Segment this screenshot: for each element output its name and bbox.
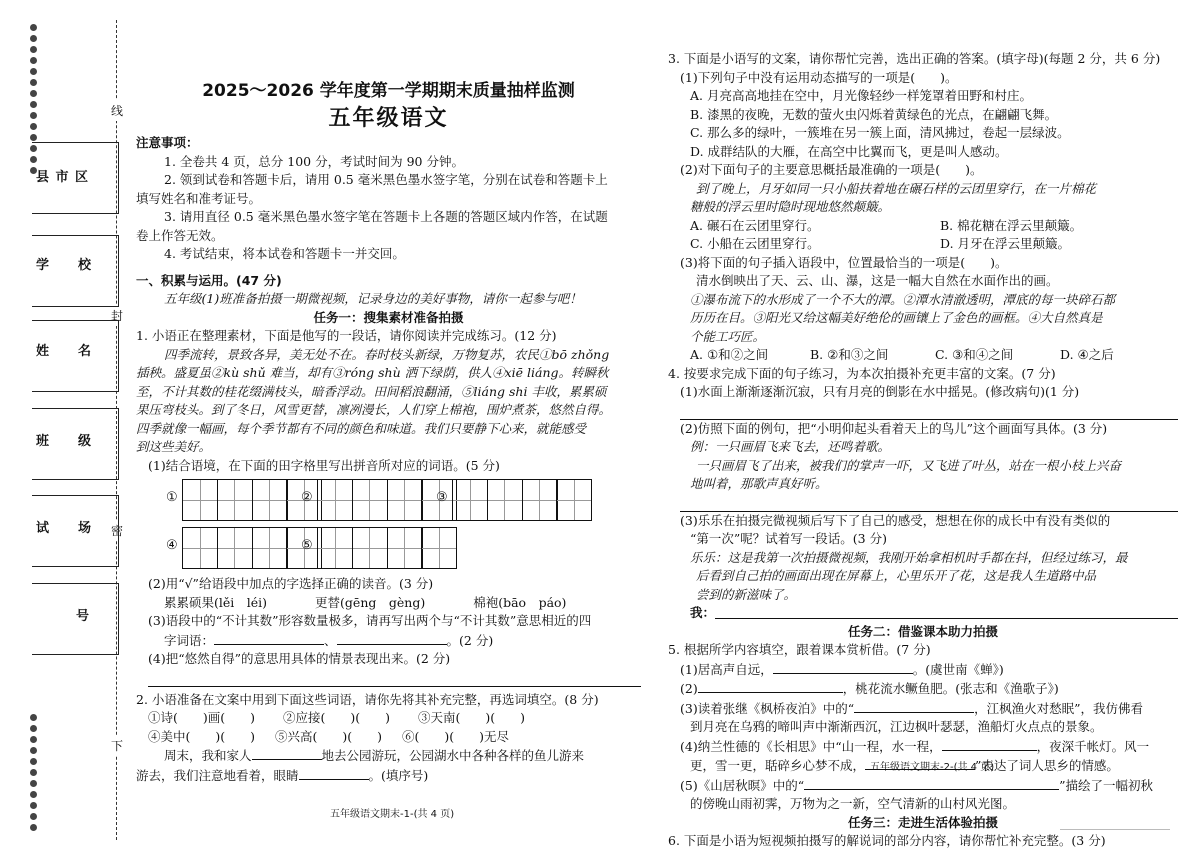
quote-line: 历历在目。③阳光又给这幅美好绝伦的画镶上了金色的画框。④大自然真是 bbox=[690, 310, 1103, 325]
answer-blank[interactable] bbox=[942, 737, 1037, 751]
fill-text: 周末，我和家人 bbox=[164, 748, 252, 763]
tianzige-cell[interactable] bbox=[522, 479, 558, 521]
grid-label: ① bbox=[166, 490, 178, 505]
lele-line: 后看到自己拍的画面出现在屏幕上，心里乐开了花，这是我人生道路中品 bbox=[696, 568, 1097, 583]
note-item: 卷上作答无效。 bbox=[136, 227, 224, 243]
answer-blank[interactable] bbox=[252, 746, 322, 760]
exam-title: 2025～2026 学年度第一学期期末质量抽样监测 bbox=[202, 81, 575, 101]
part1-intro: 五年级(1)班准备拍摄一期微视频，记录身边的美好事物，请你一起参与吧！ bbox=[164, 291, 582, 306]
tianzige-cell[interactable] bbox=[452, 479, 488, 521]
name-label: 姓 名 bbox=[36, 344, 93, 359]
answer-blank[interactable] bbox=[299, 766, 369, 780]
note-item: 1. 全卷共 4 页，总分 100 分，考试时间为 90 分钟。 bbox=[164, 153, 464, 169]
choice-row bbox=[668, 346, 1178, 365]
fill-sentence-1 bbox=[136, 746, 641, 766]
tianzige-cell[interactable] bbox=[421, 527, 457, 569]
choice-row bbox=[668, 217, 1178, 236]
passage-line: 至，不计其数的桂花缀满枝头，暗香浮动。田间稻浪翻涌，⑤liáng shi 丰收，累累硕 bbox=[136, 383, 607, 399]
quote-line: ①瀑布流下的水形成了一个不大的潭。②潭水清澈透明，潭底的每一块碎石都 bbox=[690, 291, 1116, 307]
fill-text: (3)读着张继《枫桥夜泊》中的“ bbox=[680, 700, 855, 716]
tianzige-cell[interactable] bbox=[352, 479, 388, 521]
grid-label: ③ bbox=[436, 490, 448, 505]
scan-artifact bbox=[1060, 829, 1170, 830]
passage-line: 果压弯枝头。到了冬日，风雪更替，凛冽漫长，人们穿上棉袍，围炉煮茶，悠然自得。 bbox=[136, 402, 612, 417]
answer-line[interactable] bbox=[148, 669, 641, 687]
question-3-1: (1)下列句子中没有运用动态描写的一项是( )。 bbox=[680, 69, 958, 85]
insert-sentence: 清水倒映出了天、云、山、瀑，这是一幅大自然在水面作出的画。 bbox=[696, 273, 1059, 288]
question-5-5 bbox=[668, 776, 1178, 796]
note-item: 填写姓名和准考证号。 bbox=[136, 190, 262, 206]
choice-option[interactable]: D. 月牙在浮云里颠簸。 bbox=[940, 236, 1071, 251]
idiom-item[interactable]: ③天南( )( ) bbox=[418, 710, 526, 725]
example-line: 例：一只画眉飞来飞去，还鸣着歌。 bbox=[690, 439, 891, 454]
tianzige-cell[interactable] bbox=[556, 479, 592, 521]
quote-line: 个能工巧匠。 bbox=[690, 328, 766, 344]
question-1-3-score: 。(2 分) bbox=[446, 632, 494, 648]
lele-line: 尝到的新滋味了。 bbox=[696, 586, 797, 602]
tianzige-cell[interactable] bbox=[182, 527, 218, 569]
choice-option[interactable]: B. 漆黑的夜晚，无数的萤火虫闪烁着黄绿色的光点，在翩翩飞舞。 bbox=[690, 106, 1058, 122]
school-label: 学 校 bbox=[36, 258, 93, 273]
fill-text: 更，雪一更，聒碎乡心梦不成， bbox=[690, 758, 866, 773]
answer-blank[interactable] bbox=[698, 679, 843, 693]
answer-blank[interactable] bbox=[773, 660, 913, 674]
fill-text: (1)居高声自远， bbox=[680, 661, 773, 677]
answer-line[interactable] bbox=[715, 604, 1178, 619]
fill-text: (5)《山居秋暝》中的“ bbox=[680, 777, 805, 793]
answer-blank[interactable] bbox=[214, 631, 324, 645]
idiom-item[interactable]: ②应接( )( ) bbox=[283, 710, 391, 725]
my-answer-label: 我： bbox=[690, 605, 716, 620]
question-3-2: (2)对下面句子的主要意思概括最准确的一项是( )。 bbox=[680, 162, 983, 177]
tianzige-cell[interactable] bbox=[387, 479, 423, 521]
passage-line: 四季就像一幅画，每个季节都有不同的颜色和味道。我们只要静下心来，就能感受 bbox=[136, 420, 587, 436]
idiom-item[interactable]: ⑥( )( )无尽 bbox=[402, 728, 510, 744]
exam-subject: 五年级语文 bbox=[328, 106, 449, 131]
fill-sentence-2 bbox=[136, 766, 641, 786]
question-5-3-cont: 到月亮在乌鸦的啼叫声中渐渐西沉，江边枫叶瑟瑟，渔船灯火点点的景象。 bbox=[690, 719, 1103, 734]
tianzige-cell[interactable] bbox=[252, 479, 288, 521]
tianzige-row-1 bbox=[136, 479, 641, 523]
example-line: 一只画眉飞了出来，被我们的掌声一吓，又飞进了叶丛，站在一根小枝上兴奋 bbox=[696, 457, 1122, 473]
question-1-2: (2)用“√”给语段中加点的字选择正确的读音。(3 分) bbox=[148, 576, 434, 591]
tianzige-cell[interactable] bbox=[317, 527, 353, 569]
class-label: 班 级 bbox=[36, 434, 93, 449]
question-5-2 bbox=[668, 679, 1178, 699]
answer-blank[interactable] bbox=[337, 631, 447, 645]
mark-xia: 下 bbox=[110, 735, 124, 756]
my-answer bbox=[668, 604, 1178, 623]
tianzige-cell[interactable] bbox=[352, 527, 388, 569]
mark-xian: 线 bbox=[110, 100, 124, 121]
tianzige-cell[interactable] bbox=[487, 479, 523, 521]
fill-text: 地去公园游玩，公园湖水中各种各样的鱼儿游来 bbox=[321, 748, 585, 763]
idiom-row-2 bbox=[136, 728, 641, 747]
fill-text: ，江枫渔火对愁眠”，我仿佛看 bbox=[974, 700, 1144, 716]
question-1-3: (3)语段中的“不计其数”形容数量极多，请再写出两个与“不计其数”意思相近的四 bbox=[148, 613, 592, 628]
question-5-4 bbox=[668, 737, 1178, 757]
choice-option[interactable]: C. 小船在云团里穿行。 bbox=[690, 236, 820, 251]
answer-blank[interactable] bbox=[854, 699, 974, 713]
mark-feng: 封 bbox=[110, 305, 124, 326]
note-item: 2. 领到试卷和答题卡后，请用 0.5 毫米黑色墨水签字笔，分别在试卷和答题卡上 bbox=[164, 172, 608, 187]
question-4-2: (2)仿照下面的例句，把“小明仰起头看着天上的鸟儿”这个画面写具体。(3 分) bbox=[680, 420, 1108, 436]
choice-option[interactable]: B. ②和③之间 bbox=[810, 347, 889, 362]
fill-text: (2) bbox=[680, 681, 698, 696]
grid-label: ④ bbox=[166, 538, 178, 553]
seat-number-label: 号 bbox=[76, 609, 91, 624]
choice-option[interactable]: C. 那么多的绿叶，一簇堆在另一簇上面，清风拂过，卷起一层绿波。 bbox=[690, 125, 1070, 140]
fill-text: 游去，我们注意地看着，眼睛 bbox=[136, 767, 299, 783]
fill-text: ”描绘了一幅初秋 bbox=[1059, 777, 1154, 793]
answer-line[interactable] bbox=[680, 494, 1178, 512]
quote-line: 到了晚上，月牙如同一只小船扶着地在碾石样的云团里穿行，在一片棉花 bbox=[696, 180, 1097, 196]
question-4-3: (3)乐乐在拍摄完微视频后写下了自己的感受，想想在你的成长中有没有类似的 bbox=[680, 512, 1111, 528]
answer-line[interactable] bbox=[680, 402, 1178, 420]
page-footer-2: 五年级语文期末-2-(共 4 页) bbox=[870, 762, 995, 773]
page-footer-1: 五年级语文期末-1-(共 4 页) bbox=[330, 809, 455, 820]
note-item: 4. 考试结束，将本试卷和答题卡一并交回。 bbox=[164, 246, 405, 261]
fill-text: ，夜深千帐灯。风一 bbox=[1036, 738, 1150, 754]
question-1-1: (1)结合语境，在下面的田字格里写出拼音所对应的词语。(5 分) bbox=[148, 457, 500, 473]
idiom-row-1 bbox=[136, 709, 641, 728]
passage-line: 插秧。盛夏虽②kù shǔ 难当，却有③róng shù 洒下绿荫，供人④xiē liáng。转瞬秋 bbox=[136, 365, 609, 380]
lele-line: 乐乐：这是我第一次拍摄微视频，我刚开始拿相机时手都在抖，但经过练习，最 bbox=[690, 549, 1128, 565]
question-1-3-answer: 字词语： 、 。(2 分) bbox=[164, 632, 494, 648]
binding-margin bbox=[14, 20, 134, 840]
question-1-3-prompt: 字词语： bbox=[164, 632, 215, 648]
task2-heading: 任务二：借鉴课本助力拍摄 bbox=[847, 623, 998, 639]
question-1-4: (4)把“悠然自得”的意思用具体的情景表现出来。(2 分) bbox=[148, 651, 451, 666]
grid-label: ⑤ bbox=[301, 538, 313, 553]
question-5: 5. 根据所学内容填空，跟着课本赏析借。(7 分) bbox=[668, 642, 931, 657]
note-item: 3. 请用直径 0.5 毫米黑色墨水签字笔在答题卡上各题的答题区域内作答，在试题 bbox=[164, 209, 608, 224]
choice-option[interactable]: B. 棉花糖在浮云里颠簸。 bbox=[940, 217, 1083, 233]
choice-option[interactable]: A. 碾石在云团里穿行。 bbox=[690, 217, 820, 233]
exam-room-label: 试 场 bbox=[36, 521, 93, 536]
question-6: 6. 下面是小语为短视频拍摄写的解说词的部分内容，请你帮忙补充完整。(3 分) bbox=[668, 833, 1106, 848]
question-1: 1. 小语正在整理素材，下面是他写的一段话，请你阅读并完成练习。(12 分) bbox=[136, 328, 557, 343]
fill-text: ”表达了词人思乡的情感。 bbox=[975, 758, 1119, 773]
answer-blank[interactable] bbox=[804, 776, 1059, 790]
tianzige-cell[interactable] bbox=[217, 527, 253, 569]
grid-label: ② bbox=[301, 490, 313, 505]
question-3-3: (3)将下面的句子插入语段中，位置最恰当的一项是( )。 bbox=[680, 254, 1008, 270]
choice-option[interactable]: A. 月亮高高地挂在空中，月光像轻纱一样笼罩着田野和村庄。 bbox=[690, 88, 1032, 103]
notes-heading: 注意事项： bbox=[136, 135, 199, 150]
task1-heading: 任务一：搜集素材准备拍摄 bbox=[313, 309, 464, 325]
question-3: 3. 下面是小语写的文案，请你帮忙完善，选出正确的答案。(填字母)(每题 2 分，共 6 分) bbox=[668, 51, 1161, 66]
task3-heading: 任务三：走进生活体验拍摄 bbox=[847, 814, 998, 830]
choice-option[interactable]: A. ①和②之间 bbox=[690, 347, 769, 362]
passage-line: 到这些美好。 bbox=[136, 439, 212, 454]
choice-option[interactable]: D. ④之后 bbox=[1060, 347, 1114, 362]
choice-row bbox=[668, 235, 1178, 254]
pronunciation-option[interactable]: 更替(gēng gèng) bbox=[315, 594, 426, 610]
punch-holes-bottom bbox=[30, 710, 40, 835]
idiom-item[interactable]: ④美中( )( ) bbox=[148, 728, 256, 744]
tianzige-cell[interactable] bbox=[387, 527, 423, 569]
page-2 bbox=[668, 50, 1178, 851]
example-line: 地叫着，那歌声真好听。 bbox=[690, 476, 828, 491]
question-2: 2. 小语准备在文案中用到下面这些词语，请你先将其补充完整，再选词填空。(8 分) bbox=[136, 691, 599, 707]
fill-text: 。(虞世南《蝉》) bbox=[912, 661, 1004, 677]
county-label: 县 市 区 bbox=[36, 170, 90, 185]
passage-line: 四季流转，景致各异，美无处不在。春时枝头新绿，万物复苏，农民①bō zhǒng bbox=[164, 346, 610, 362]
tianzige-row-2 bbox=[136, 527, 641, 571]
choice-option[interactable]: D. 成群结队的大雁，在高空中比翼而飞，更是叫人感动。 bbox=[690, 143, 1008, 159]
idiom-item[interactable]: ①诗( )画( ) bbox=[148, 710, 256, 725]
pronunciation-option[interactable]: 棉袍(bāo páo) bbox=[473, 594, 567, 610]
question-5-3 bbox=[668, 699, 1178, 719]
part1-heading: 一、积累与运用。(47 分) bbox=[136, 272, 282, 288]
idiom-item[interactable]: ⑤兴高( )( ) bbox=[275, 728, 383, 744]
mark-mi: 密 bbox=[110, 520, 124, 541]
fill-text: 。(填序号) bbox=[368, 767, 429, 783]
pronunciation-option[interactable]: 累累硕果(lěi léi) bbox=[164, 594, 268, 610]
question-4-1: (1)水面上渐渐逐渐沉寂，只有月亮的倒影在水中摇晃。(修改病句)(1 分) bbox=[680, 384, 1080, 399]
tianzige-cell[interactable] bbox=[317, 479, 353, 521]
question-4: 4. 按要求完成下面的句子练习，为本次拍摄补充更丰富的文案。(7 分) bbox=[668, 365, 1056, 381]
choice-option[interactable]: C. ③和④之间 bbox=[935, 347, 1014, 362]
quote-line: 糖般的浮云里时隐时现地悠然颠簸。 bbox=[690, 199, 891, 214]
tianzige-cell[interactable] bbox=[217, 479, 253, 521]
pronunciation-options bbox=[136, 594, 641, 613]
fill-text: (4)纳兰性德的《长相思》中“山一程，水一程， bbox=[680, 738, 942, 754]
tianzige-cell[interactable] bbox=[182, 479, 218, 521]
tianzige-cell[interactable] bbox=[252, 527, 288, 569]
question-4-3-cont: “第一次”呢？试着写一段话。(3 分) bbox=[690, 531, 887, 546]
question-5-1 bbox=[668, 660, 1178, 680]
fill-text: ，桃花流水鳜鱼肥。(张志和《渔歌子》) bbox=[842, 681, 1059, 696]
question-5-5-cont: 的傍晚山雨初霁，万物为之一新，空气清新的山村风光图。 bbox=[690, 796, 1016, 811]
page-1 bbox=[136, 78, 641, 785]
